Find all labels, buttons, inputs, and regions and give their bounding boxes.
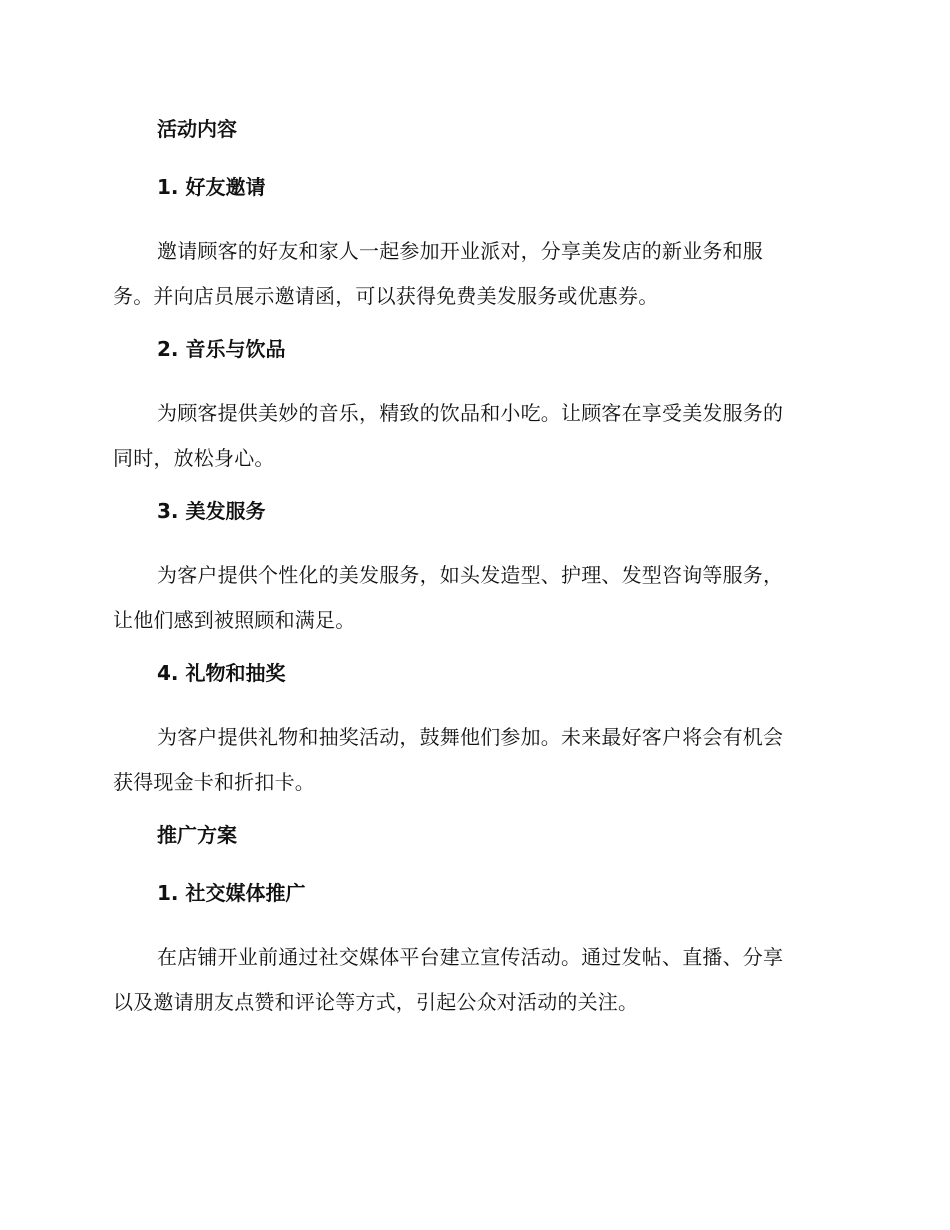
paragraph-line: 为客户提供个性化的美发服务，如头发造型、护理、发型咨询等服务，	[157, 563, 784, 587]
subheading-gifts-lottery: 4. 礼物和抽奖	[157, 661, 286, 685]
paragraph-line: 为客户提供礼物和抽奖活动，鼓舞他们参加。未来最好客户将会有机会	[157, 725, 784, 749]
paragraph-friend-invitation	[113, 229, 833, 319]
paragraph-line: 获得现金卡和折扣卡。	[113, 770, 315, 794]
paragraph-hair-services	[113, 553, 833, 643]
subheading-hair-services: 3. 美发服务	[157, 499, 266, 523]
paragraph-line: 让他们感到被照顾和满足。	[113, 608, 356, 632]
paragraph-line: 务。并向店员展示邀请函，可以获得免费美发服务或优惠券。	[113, 284, 659, 308]
paragraph-line: 为顾客提供美妙的音乐，精致的饮品和小吃。让顾客在享受美发服务的	[157, 401, 784, 425]
document-body	[113, 113, 833, 1039]
paragraph-gifts-lottery	[113, 715, 833, 805]
subheading-friend-invitation: 1. 好友邀请	[157, 175, 266, 199]
section-heading-promotion-plan: 推广方案	[157, 823, 237, 847]
paragraph-line: 邀请顾客的好友和家人一起参加开业派对，分享美发店的新业务和服	[157, 239, 763, 263]
paragraph-music-drinks	[113, 391, 833, 481]
paragraph-line: 以及邀请朋友点赞和评论等方式，引起公众对活动的关注。	[113, 990, 639, 1014]
subheading-social-media: 1. 社交媒体推广	[157, 881, 306, 905]
paragraph-line: 在店铺开业前通过社交媒体平台建立宣传活动。通过发帖、直播、分享	[157, 945, 784, 969]
subheading-music-drinks: 2. 音乐与饮品	[157, 337, 286, 361]
paragraph-line: 同时，放松身心。	[113, 446, 275, 470]
section-heading-activity-content: 活动内容	[157, 117, 237, 141]
paragraph-social-media	[113, 935, 833, 1025]
